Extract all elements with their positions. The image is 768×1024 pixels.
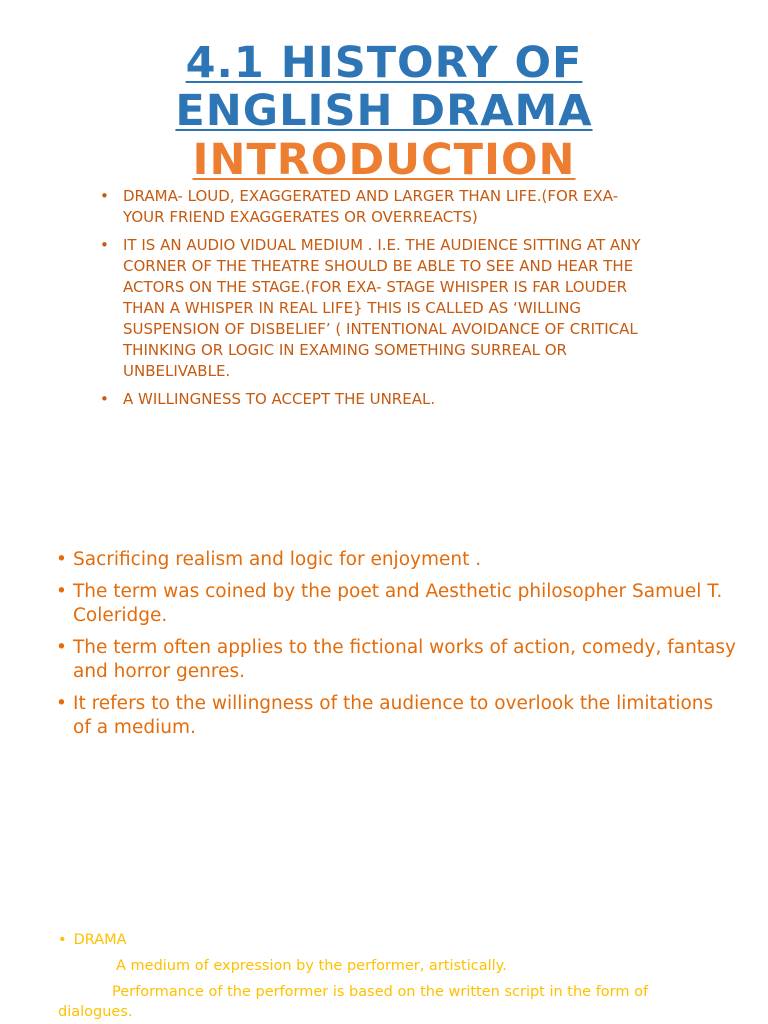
bullet-dot-icon: •: [56, 581, 67, 602]
drama-heading-text: DRAMA: [73, 932, 127, 948]
list-item: [100, 186, 660, 228]
title-line-3: INTRODUCTION: [192, 135, 576, 185]
list-item: [100, 389, 660, 410]
slide-willing-suspension: [0, 530, 768, 860]
bullet-dot-icon: •: [58, 932, 67, 948]
list-item: [56, 636, 736, 684]
list-item: [56, 580, 736, 628]
bullet-text: Sacrificing realism and logic for enjoyment .: [73, 549, 482, 570]
slide-drama-definition: [0, 920, 768, 1024]
slide-introduction: [0, 0, 768, 510]
bullet-text: IT IS AN AUDIO VIDUAL MEDIUM . I.E. THE AUDIENCE SITTING AT ANY CORNER OF THE THEATRE SHOULD BE ABLE TO SEE AND HEAR THE ACTORS ON THE STAGE.(FOR EXA- STAGE WHISPER IS FAR LOUDER THAN A WHISPER IN REAL LIFE} THIS IS CALLED AS ‘WILLING SUSPENSION OF DISBELIEF’ ( INTENTIONAL AVOIDANCE OF CRITICAL THINKING OR LOGIC IN EXAMING SOMETHING SURREAL OR UNBELIVABLE.: [123, 236, 641, 380]
suspension-bullet-list: [56, 548, 736, 748]
bullet-text: The term often applies to the fictional works of action, comedy, fantasy and horror genres.: [73, 637, 736, 682]
bullet-text: The term was coined by the poet and Aesthetic philosopher Samuel T. Coleridge.: [73, 581, 723, 626]
bullet-dot-icon: •: [56, 549, 67, 570]
list-item: [56, 548, 736, 572]
bullet-dot-icon: •: [56, 693, 67, 714]
bullet-text: It refers to the willingness of the audience to overlook the limitations of a medium.: [73, 693, 714, 738]
bullet-dot-icon: •: [100, 390, 109, 408]
bullet-text: DRAMA- LOUD, EXAGGERATED AND LARGER THAN LIFE.(FOR EXA- YOUR FRIEND EXAGGERATES OR OVERREACTS): [123, 187, 619, 226]
title-line-2: ENGLISH DRAMA: [175, 86, 593, 136]
intro-bullet-list: [100, 186, 660, 417]
bullet-dot-icon: •: [100, 187, 109, 205]
drama-heading: [58, 930, 127, 950]
bullet-text: A WILLINGNESS TO ACCEPT THE UNREAL.: [123, 390, 436, 408]
bullet-dot-icon: •: [56, 637, 67, 658]
list-item: [56, 692, 736, 740]
title-line-1: 4.1 HISTORY OF: [185, 38, 583, 88]
drama-definition-line-1: A medium of expression by the performer, artistically.: [116, 958, 507, 974]
list-item: [100, 235, 660, 382]
drama-definition-line-2: Performance of the performer is based on the written script in the form of dialogues.: [58, 984, 649, 1020]
bullet-dot-icon: •: [100, 236, 109, 254]
